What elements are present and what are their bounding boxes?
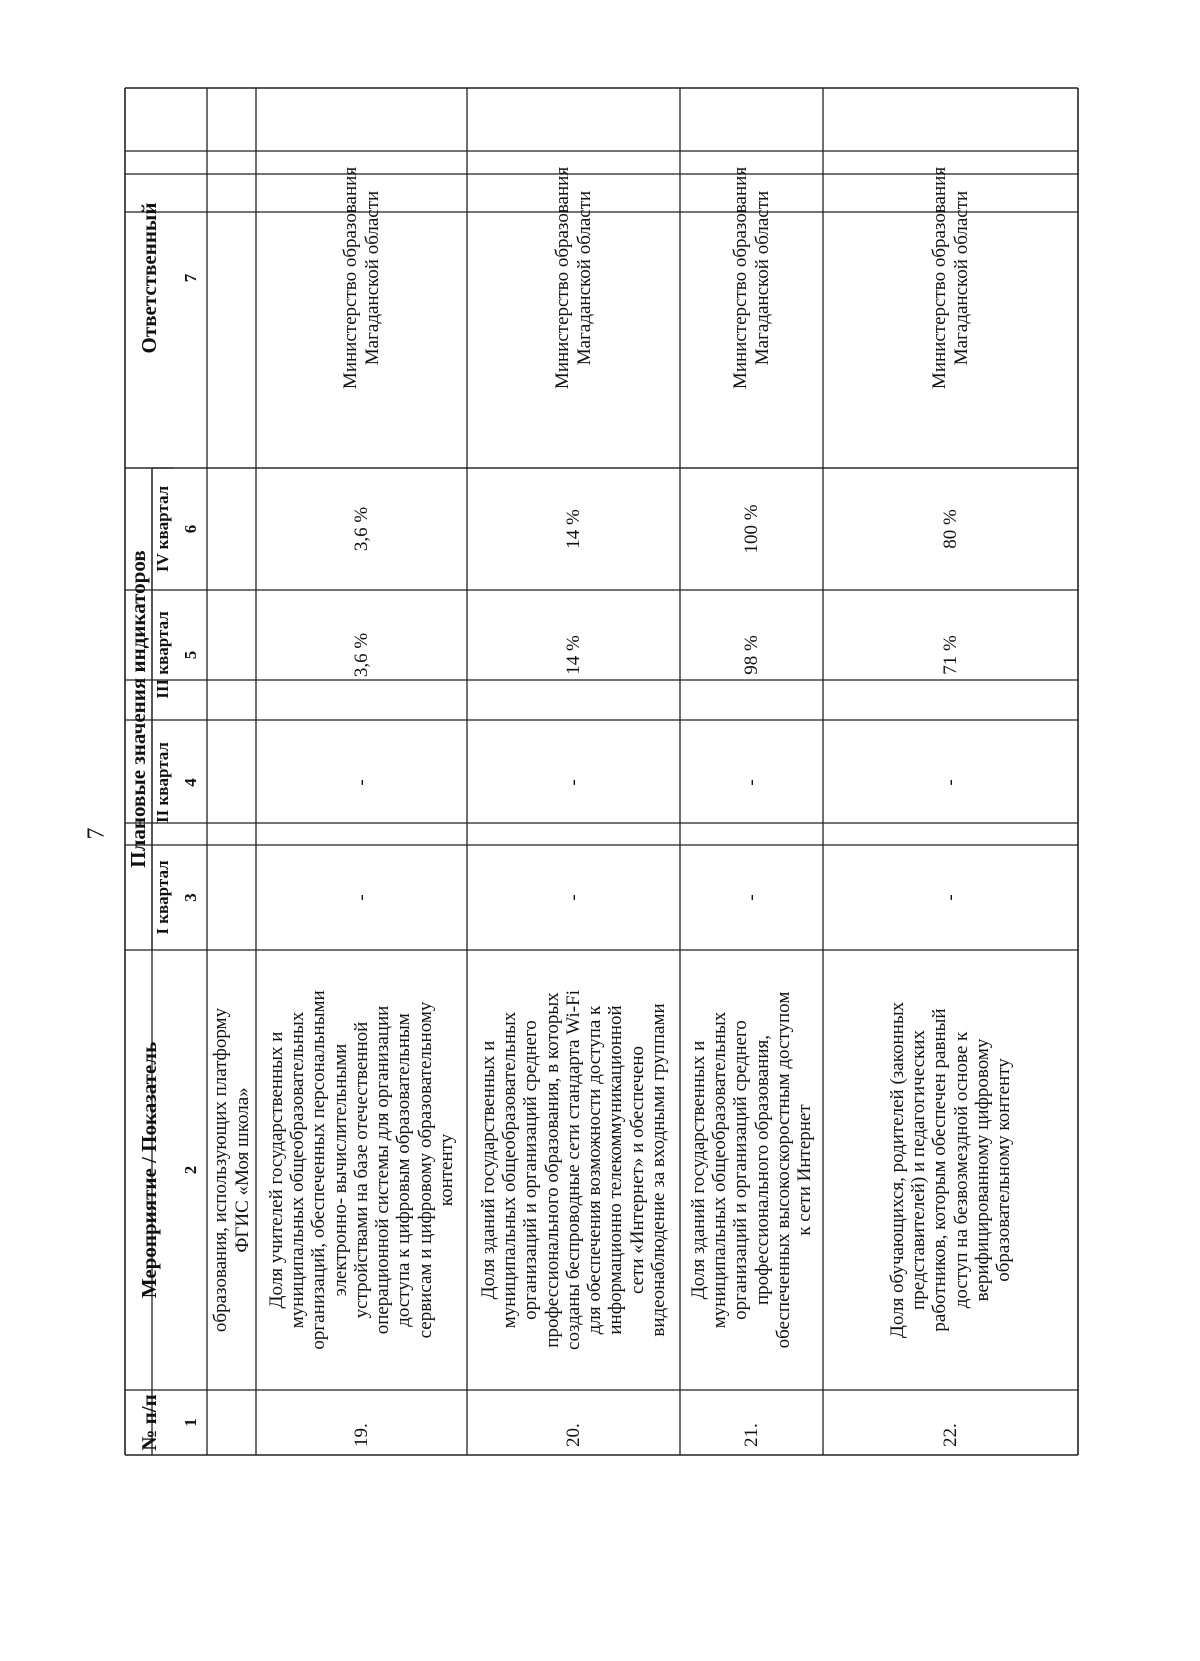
text-line: Магаданской области — [361, 190, 383, 366]
row-number: 19. — [350, 1423, 372, 1447]
colnum-1: 1 — [180, 1418, 200, 1427]
text-line: Министерство образования — [552, 166, 574, 390]
text-line: образования, использующих платформу — [210, 1007, 232, 1333]
text-line: Магаданской области — [751, 190, 773, 366]
header-q2: II квартал — [153, 742, 173, 823]
row-q4: 3,6 % — [350, 506, 372, 552]
header-q3: III квартал — [153, 611, 173, 699]
colnum-7: 7 — [180, 273, 200, 283]
row-q2: - — [740, 779, 762, 786]
text-line: операционной системы для организации — [372, 1005, 394, 1335]
row-indicator-text — [256, 950, 467, 1390]
row-q4: 14 % — [562, 509, 584, 549]
row-number: 22. — [939, 1423, 961, 1447]
row-responsible — [823, 88, 1078, 468]
row-q1: - — [350, 894, 372, 901]
text-line: Магаданской области — [573, 190, 595, 366]
row-number: 21. — [740, 1423, 762, 1447]
row-q1: - — [740, 894, 762, 901]
row-q1: - — [562, 894, 584, 901]
text-line: верифицированному цифровому — [971, 1038, 993, 1302]
text-line: сети «Интернет» и обеспечено — [626, 1045, 648, 1295]
header-event: Мероприятие / Показатель — [136, 1041, 161, 1299]
text-line: Магаданской области — [950, 190, 972, 366]
text-line: для обеспечения возможности доступа к — [584, 1005, 606, 1335]
row-responsible — [467, 88, 680, 468]
text-line: ФГИС «Моя школа» — [231, 1087, 253, 1253]
text-line: муниципальных общеобразовательных — [708, 1011, 730, 1329]
row-q3: 71 % — [939, 635, 961, 675]
text-line: организаций, обеспеченных персональными — [308, 990, 330, 1350]
text-line: организаций и организаций среднего — [520, 1020, 542, 1320]
row-q3: 3,6 % — [350, 632, 372, 678]
colnum-3: 3 — [180, 893, 200, 902]
row-q1: - — [939, 894, 961, 901]
row-responsible — [207, 88, 256, 468]
text-line: сервисам и цифровому образовательному — [414, 1001, 436, 1339]
row-q3: 14 % — [562, 635, 584, 675]
colnum-2: 2 — [180, 1165, 200, 1175]
text-line: созданы беспроводные сети стандарта Wi-Fi — [562, 990, 584, 1350]
text-line: информационно телекоммуникационной — [605, 1005, 627, 1335]
colnum-4: 4 — [180, 778, 200, 787]
text-line: образовательному контенту — [993, 1058, 1015, 1282]
colnum-5: 5 — [180, 650, 200, 660]
text-line: Доля учителей государственных и — [265, 1031, 287, 1309]
row-indicator-text — [680, 950, 823, 1390]
row-responsible — [256, 88, 467, 468]
row-indicator-text — [823, 950, 1078, 1390]
text-line: доступ на безвозмездной основе к — [950, 1031, 972, 1309]
row-q4: 80 % — [939, 509, 961, 549]
header-q4: IV квартал — [153, 485, 173, 573]
row-q2: - — [939, 779, 961, 786]
text-line: видеонаблюдение за входными группами — [647, 1003, 669, 1337]
row-q2 — [207, 720, 256, 845]
row-indicator-text — [467, 950, 680, 1390]
text-line: Доля зданий государственных и — [477, 1040, 499, 1300]
text-line: организаций и организаций среднего — [730, 1020, 752, 1320]
row-indicator-text — [207, 950, 256, 1390]
text-line: доступа к цифровым образовательным — [393, 1013, 415, 1327]
text-line: представителей) и педагогических — [907, 1030, 929, 1310]
text-line: Доля обучающихся, родителей (законных — [886, 1001, 908, 1339]
row-q4 — [207, 468, 256, 590]
colnum-6: 6 — [180, 524, 200, 534]
header-resp: Ответственный — [136, 202, 161, 354]
header-num: № п/п — [136, 1394, 161, 1451]
row-q1 — [207, 845, 256, 950]
text-line: профессионального образования, в которых — [541, 992, 563, 1348]
text-line: Министерство образования — [929, 166, 951, 390]
row-responsible — [680, 88, 823, 468]
text-line: к сети Интернет — [794, 1104, 816, 1236]
text-line: Министерство образования — [340, 166, 362, 390]
text-line: Доля зданий государственных и — [687, 1040, 709, 1300]
row-number: 20. — [562, 1423, 584, 1447]
text-line: Министерство образования — [730, 166, 752, 390]
text-line: электронно- вычислительными — [329, 1043, 351, 1297]
text-line: муниципальных общеобразовательных — [499, 1011, 521, 1329]
text-line: обеспеченных высокоскоростным доступом — [772, 991, 794, 1349]
text-line: контенту — [435, 1133, 457, 1207]
row-q2: - — [350, 779, 372, 786]
text-line: профессионального образования, — [751, 1034, 773, 1306]
row-q4: 100 % — [740, 504, 762, 554]
text-line: муниципальных общеобразовательных — [287, 1011, 309, 1329]
header-q1: I квартал — [153, 860, 173, 935]
page-number: 7 — [83, 827, 110, 840]
header-planned: Плановые значения индикаторов — [125, 550, 150, 868]
row-q3: 98 % — [740, 635, 762, 675]
text-line: работников, которым обеспечен равный — [929, 1008, 951, 1332]
row-number — [207, 1390, 256, 1455]
row-q2: - — [562, 779, 584, 786]
row-q3 — [207, 590, 256, 720]
text-line: устройствами на базе отечественной — [350, 1021, 372, 1319]
